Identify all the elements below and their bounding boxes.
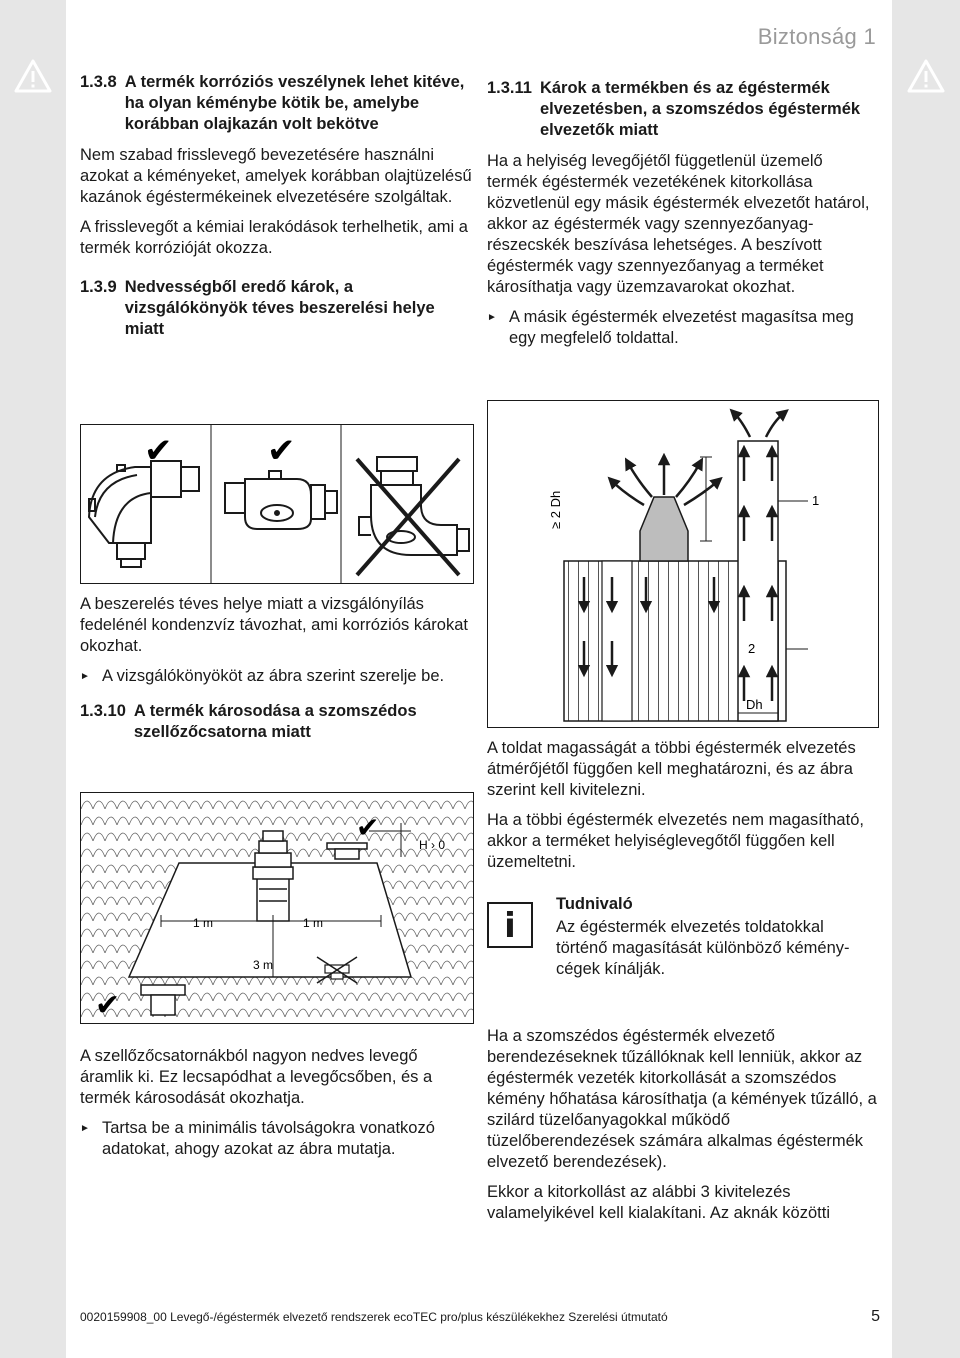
elbow-correct-2 <box>225 471 337 529</box>
paragraph: Ekkor a kitorkollást az alábbi 3 kivitelezés valamelyikével kell kialakítani. Az aknák közötti <box>487 1183 830 1222</box>
inspection-elbow-figure <box>80 424 474 584</box>
section-1-3-11-continued <box>487 1026 877 1233</box>
footer-text: 0020159908_00 Levegő-/égéstermék elvezető rendszerek ecoTEC pro/plus készülékekhez Szerelési útmutató <box>80 1310 668 1324</box>
instruction-text: A másik égéstermék elvezetést magasítsa meg egy megfelelő toldattal. <box>509 308 854 347</box>
section-1-3-11-body <box>487 738 877 882</box>
distance-label: 3 m <box>253 958 274 972</box>
section-title: A termék korróziós veszélynek lehet kitéve, ha olyan kéménybe kötik be, amelybe korábban olajkazán volt bekötve <box>124 73 465 133</box>
paragraph: A frisslevegőt a kémiai lerakódások terhelhetik, ami a termék korrózióját okozza. <box>80 218 468 257</box>
instruction-text: A vizsgálókönyököt az ábra szerint szerelje be. <box>102 667 445 685</box>
height-label: H › 0 <box>419 838 446 852</box>
section-number: 1.3.11 <box>487 79 532 97</box>
section-number: 1.3.10 <box>80 702 126 720</box>
dimension-label: Dh <box>746 697 763 712</box>
flue-terminal <box>640 497 688 561</box>
paragraph: A beszerelés téves helye miatt a vizsgálónyílás fedelénél kondenzvíz távozhat, ami korróziós károkat okozhat. <box>80 595 468 655</box>
right-margin-band <box>892 0 960 1358</box>
page-header-title: Biztonság 1 <box>757 24 876 49</box>
section-title: Károk a termékben és az égéstermék elvezetésben, a szomszédos égéstermék elvezetők miatt <box>539 79 861 139</box>
warning-icon <box>13 58 53 94</box>
flue-channel <box>602 561 632 721</box>
page-footer <box>80 1308 880 1326</box>
elbow-correct-1 <box>89 461 199 567</box>
section-heading <box>80 72 472 135</box>
section-heading <box>487 78 877 141</box>
paragraph: A szellőzőcsatornákból nagyon nedves levegő áramlik ki. Ez lecsapódhat a levegőcsőben, és a termék károsodását okozhatja. <box>80 1047 433 1107</box>
left-margin-band <box>0 0 66 1358</box>
chimney-extension-figure <box>487 400 879 728</box>
instruction-bullet <box>487 307 877 349</box>
instruction-bullet <box>80 666 472 687</box>
roof-distance-figure <box>80 792 474 1024</box>
section-title: A termék károsodása a szomszédos szellőzőcsatorna miatt <box>133 702 417 741</box>
section-heading <box>80 701 472 743</box>
elbow-incorrect <box>359 457 469 555</box>
section-1-3-9-body <box>80 594 472 753</box>
dimension-label: ≥ 2 Dh <box>548 490 563 529</box>
callout-label: 1 <box>812 493 820 508</box>
section-title: Nedvességből eredő károk, a vizsgálókönyök téves beszerelési helye miatt <box>124 278 435 338</box>
checkmark-icon: ✔ <box>267 432 296 470</box>
notice-title: Tudnivaló <box>556 895 633 913</box>
bullet-triangle-icon: ► <box>80 671 90 682</box>
paragraph: Ha a szomszédos égéstermék elvezető berendezéseknek tűzállóknak kell lenniük, akkor az égéstermék vezeték kitorkollását a szomszédos kémény hőhatása károsíthatja (a kémények tűzálló, a szilárd tüzelőanyagokkal működő tüzelőberendezések számára alkalmas égéstermék elvezető berendezések). <box>487 1027 877 1171</box>
distance-label: 1 m <box>193 916 214 930</box>
section-heading <box>80 277 472 340</box>
callout-label: 2 <box>748 641 756 656</box>
instruction-bullet <box>80 1118 472 1160</box>
section-number: 1.3.8 <box>80 73 117 91</box>
paragraph: Ha a helyiség levegőjétől függetlenül üzemelő termék égéstermék vezetékének kitorkollása közvetlenül egy másik égéstermék elvezetőt határol, akkor az égéstermék vagy szennyezőanyag-részecskék beszívása lehetséges. A beszívott égéstermék vagy szennyezőanyag a terméket károsíthatja vagy üzemzavarokat okozhat. <box>487 152 870 296</box>
section-1-3-8 <box>80 72 472 350</box>
notice-text: Az égéstermék elvezetés toldatokkal történő magasítását különböző kémény-cégek kínálják. <box>556 918 850 978</box>
warning-icon <box>906 58 946 94</box>
info-icon: i <box>487 902 533 948</box>
checkmark-icon: ✔ <box>356 812 380 843</box>
paragraph: A toldat magasságát a többi égéstermék elvezetés átmérőjétől függően kell meghatározni, és az ábra szerint kell kivitelezni. <box>487 739 856 799</box>
distance-label: 1 m <box>303 916 324 930</box>
checkmark-icon: ✔ <box>95 989 121 1022</box>
section-1-3-11 <box>487 78 877 358</box>
paragraph: Ha a többi égéstermék elvezetés nem magasítható, akkor a terméket helyiséglevegőtől függően kell üzemeltetni. <box>487 811 864 871</box>
section-1-3-10-body <box>80 1046 472 1169</box>
notice-box <box>487 894 877 989</box>
checkmark-icon: ✔ <box>144 432 173 470</box>
bullet-triangle-icon: ► <box>487 312 497 323</box>
page-number: 5 <box>871 1308 880 1325</box>
section-number: 1.3.9 <box>80 278 117 296</box>
paragraph: Nem szabad frisslevegő bevezetésére használni azokat a kéményeket, amelyek korábban olajtüzelésű kazánok égéstermékeinek elvezetésére szolgáltak. <box>80 146 472 206</box>
bullet-triangle-icon: ► <box>80 1123 90 1134</box>
flue-terminal <box>253 831 293 921</box>
instruction-text: Tartsa be a minimális távolságokra vonatkozó adatokat, ahogy azokat az ábra mutatja. <box>102 1119 435 1158</box>
